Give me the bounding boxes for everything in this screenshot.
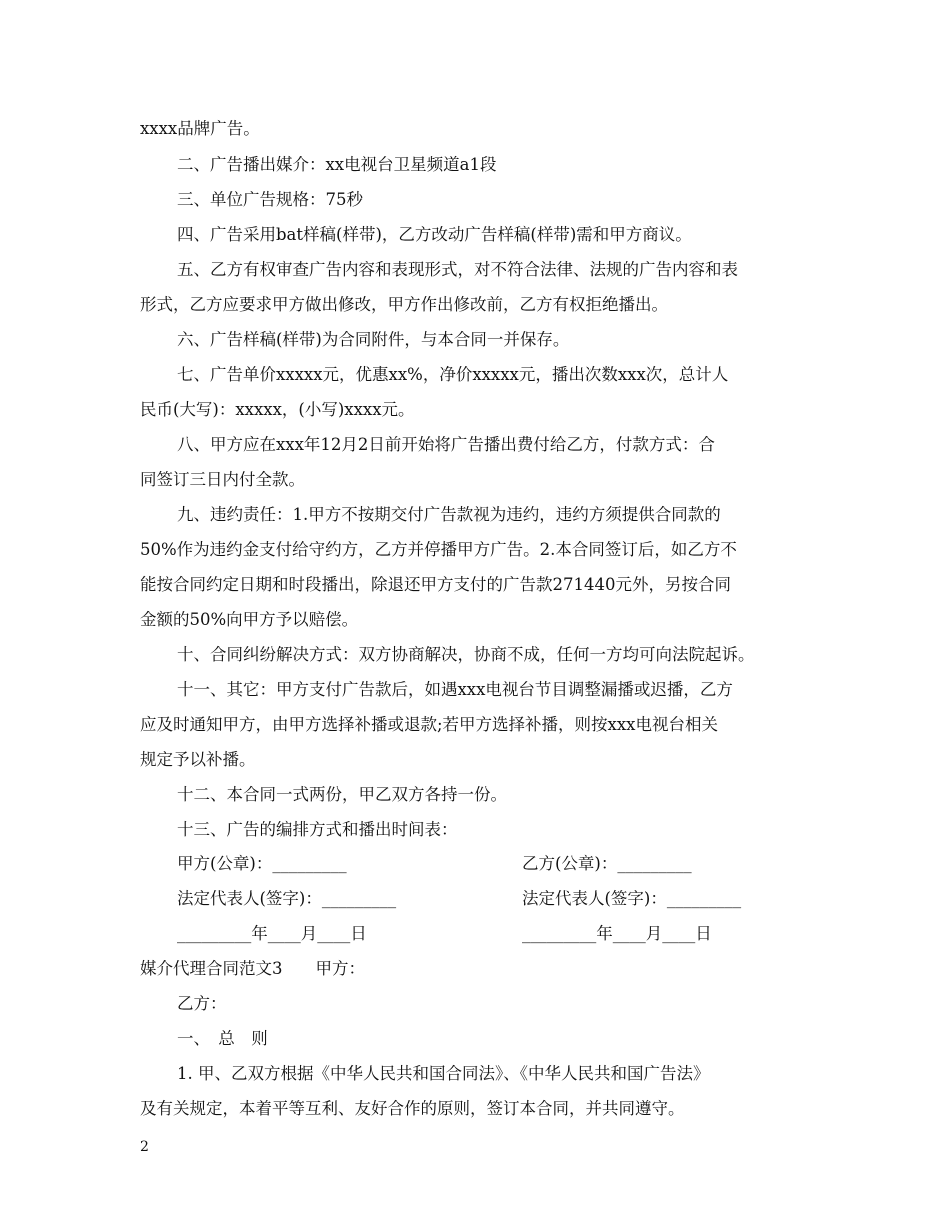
clause-11-continued: 应及时通知甲方，由甲方选择补播或退款;若甲方选择补播，则按xxx电视台相关 (140, 715, 718, 734)
clause-4: 四、广告采用bat样稿(样带)，乙方改动广告样稿(样带)需和甲方商议。 (177, 225, 692, 244)
clause-5: 五、乙方有权审查广告内容和表现形式，对不符合法律、法规的广告内容和表 (177, 260, 738, 279)
clause-12: 十二、本合同一式两份，甲乙双方各持一份。 (177, 785, 507, 804)
clause-7-continued: 民币(大写)：xxxxx，(小写)xxxx元。 (140, 400, 415, 419)
party-a-representative-field: 法定代表人(签字)：_________ (177, 889, 397, 908)
clause-9: 九、违约责任：1.甲方不按期交付广告款视为违约，违约方须提供合同款的 (177, 505, 721, 524)
clause-13: 十三、广告的编排方式和播出时间表： (177, 820, 458, 839)
party-a-date-field: _________年____月____日 (177, 924, 367, 943)
party-b-seal-field: 乙方(公章)：_________ (522, 854, 692, 873)
contract-title-line: 媒介代理合同范文3 甲方： (140, 959, 365, 978)
clause-9-continued: 能按合同约定日期和时段播出，除退还甲方支付的广告款271440元外，另按合同 (140, 575, 731, 594)
clause-10: 十、合同纠纷解决方式：双方协商解决，协商不成，任何一方均可向法院起诉。 (177, 645, 755, 664)
party-a-seal-field: 甲方(公章)：_________ (177, 854, 347, 873)
clause-1: 1. 甲、乙双方根据《中华人民共和国合同法》、《中华人民共和国广告法》 (177, 1064, 710, 1083)
clause-8-continued: 同签订三日内付全款。 (140, 470, 305, 489)
paragraph-line: xxxx品牌广告。 (140, 119, 260, 138)
clause-6: 六、广告样稿(样带)为合同附件，与本合同一并保存。 (177, 330, 570, 349)
party-b-label: 乙方： (177, 994, 227, 1013)
clause-11-continued: 规定予以补播。 (140, 750, 256, 769)
clause-5-continued: 形式，乙方应要求甲方做出修改，甲方作出修改前，乙方有权拒绝播出。 (140, 295, 668, 314)
clause-11: 十一、其它：甲方支付广告款后，如遇xxx电视台节目调整漏播或迟播，乙方 (177, 680, 733, 699)
clause-7: 七、广告单价xxxxx元，优惠xx%，净价xxxxx元，播出次数xxx次，总计人 (177, 365, 729, 384)
clause-2: 二、广告播出媒介：xx电视台卫星频道a1段 (177, 155, 497, 174)
page-number: 2 (140, 1139, 149, 1155)
clause-8: 八、甲方应在xxx年12月2日前开始将广告播出费付给乙方，付款方式：合 (177, 435, 715, 454)
clause-9-continued: 50%作为违约金支付给守约方，乙方并停播甲方广告。2.本合同签订后，如乙方不 (140, 540, 737, 559)
party-b-representative-field: 法定代表人(签字)：_________ (522, 889, 742, 908)
party-b-date-field: _________年____月____日 (522, 924, 712, 943)
clause-9-continued: 金额的50%向甲方予以赔偿。 (140, 610, 359, 629)
clause-3: 三、单位广告规格：75秒 (177, 190, 363, 209)
section-heading: 一、 总 则 (177, 1029, 268, 1048)
clause-1-continued: 及有关规定，本着平等互利、友好合作的原则，签订本合同，并共同遵守。 (140, 1099, 685, 1118)
